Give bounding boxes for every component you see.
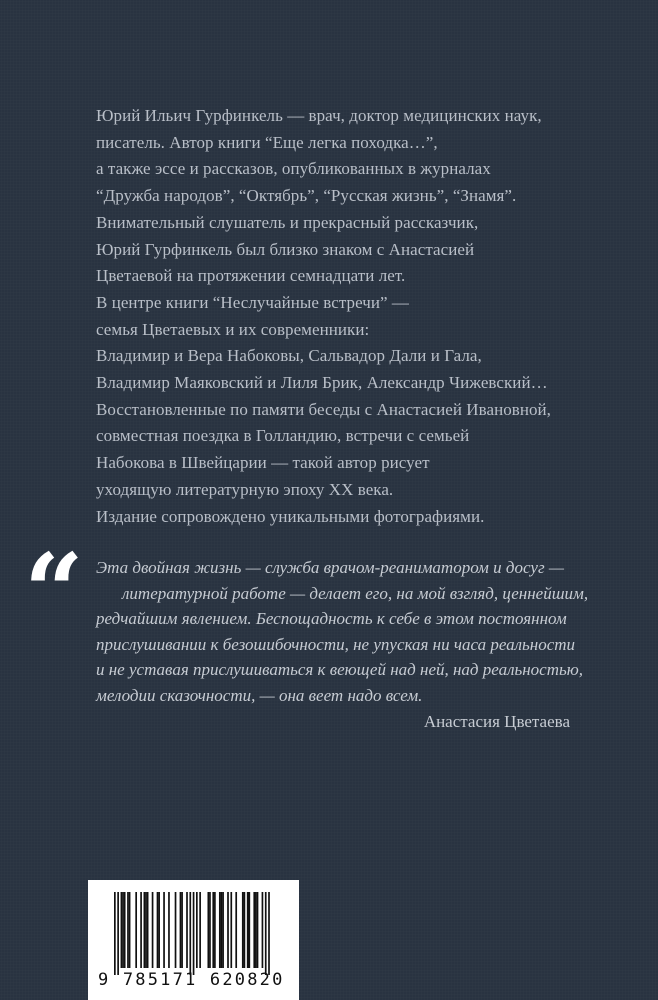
barcode-bar xyxy=(145,892,147,968)
barcode-bar xyxy=(168,892,170,968)
barcode-bar xyxy=(140,892,142,968)
barcode-bar xyxy=(248,892,250,968)
barcode-bar xyxy=(186,892,188,968)
blurb-line: а также эссе и рассказов, опубликованных в журналах xyxy=(96,159,491,179)
blurb-line: В центре книги “Неслучайные встречи” — xyxy=(96,292,409,312)
barcode-bar xyxy=(117,892,119,975)
barcode-bar xyxy=(193,892,195,975)
barcode-bar xyxy=(157,892,159,968)
barcode-bar xyxy=(121,892,123,968)
barcode-bar xyxy=(122,892,124,968)
barcode-bar xyxy=(212,892,214,968)
blurb-line: уходящую литературную эпоху XX века. xyxy=(96,479,394,499)
barcode-bar xyxy=(253,892,255,968)
author-blurb xyxy=(96,103,616,530)
barcode-bar xyxy=(158,892,160,968)
barcode-bar xyxy=(255,892,257,968)
barcode-bar xyxy=(152,892,154,968)
barcode-bar xyxy=(127,892,129,968)
barcode-bar xyxy=(163,892,165,968)
barcode-bar xyxy=(219,892,221,968)
barcode-bar xyxy=(230,892,232,968)
barcode-bar xyxy=(180,892,182,968)
barcode-bar xyxy=(124,892,126,968)
barcode-bar xyxy=(265,892,267,975)
barcode-bar xyxy=(196,892,198,968)
quote-line: и не уставая прислушиваться к веющей над ней, над реальностью, xyxy=(96,660,583,680)
barcode-bar xyxy=(257,892,259,968)
quote-line: Эта двойная жизнь — служба врачом-реаниматором и досуг — xyxy=(96,558,564,577)
barcode-bar xyxy=(181,892,183,968)
barcode-bar xyxy=(175,892,177,968)
barcode-bar xyxy=(135,892,137,968)
blurb-line: Внимательный слушатель и прекрасный рассказчик, xyxy=(96,212,479,232)
blurb-line: семья Цветаевых и их современники: xyxy=(96,319,370,339)
barcode-bar xyxy=(214,892,216,968)
blurb-line: писатель. Автор книги “Еще легка походка…”, xyxy=(96,132,438,152)
barcode-bar xyxy=(244,892,246,968)
barcode-bar xyxy=(227,892,229,968)
barcode-bar xyxy=(209,892,211,968)
quote-line: литературной работе — делает его, на мой взгляд, ценнейшим, xyxy=(122,583,589,603)
barcode-bar xyxy=(222,892,224,968)
barcode-bar xyxy=(268,892,270,975)
quote-attribution: Анастасия Цветаева xyxy=(423,712,570,731)
quote-line: редчайшим явлением. Беспощадность к себе в этом постоянном xyxy=(96,609,567,629)
barcode-bar xyxy=(114,892,116,975)
barcode-bar xyxy=(242,892,244,968)
barcode-bar xyxy=(199,892,201,968)
barcode-digits: 9 785171 620820 xyxy=(98,970,285,990)
quote-line: прислушивании к безошибочности, не упуская ни часа реальности xyxy=(96,634,576,654)
blurb-line: совместная поездка в Голландию, встречи с семьей xyxy=(96,426,470,446)
blurb-line: Восстановленные по памяти беседы с Анастасией Ивановной, xyxy=(96,399,551,419)
barcode-bar xyxy=(147,892,149,968)
blurb-line: “Дружба народов”, “Октябрь”, “Русская жизнь”, “Знамя”. xyxy=(96,186,517,206)
barcode-bar xyxy=(221,892,223,968)
barcode-bar xyxy=(144,892,146,968)
barcode-bar xyxy=(207,892,209,968)
blurb-line: Юрий Гурфинкель был близко знаком с Анастасией xyxy=(96,239,475,259)
blurb-line: Владимир Маяковский и Лиля Брик, Александр Чижевский… xyxy=(96,373,548,393)
testimonial-quote xyxy=(96,555,636,709)
isbn-barcode xyxy=(88,880,299,1000)
blurb-line: Издание сопровождено уникальными фотографиями. xyxy=(96,506,485,526)
blurb-line: Набокова в Швейцарии — такой автор рисует xyxy=(96,453,430,473)
blurb-line: Юрий Ильич Гурфинкель — врач, доктор медицинских наук, xyxy=(96,106,542,125)
blurb-line: Цветаевой на протяжении семнадцати лет. xyxy=(96,266,406,286)
blurb-line: Владимир и Вера Набоковы, Сальвадор Дали и Гала, xyxy=(96,346,482,366)
barcode-bar xyxy=(235,892,237,968)
barcode-bar xyxy=(189,892,191,975)
barcode-bar xyxy=(247,892,249,968)
barcode-bar xyxy=(262,892,264,968)
quote-mark-icon: “ xyxy=(24,530,78,653)
barcode-bar xyxy=(129,892,131,968)
quote-line: мелодии сказочности, — она веет надо всем. xyxy=(96,685,423,705)
